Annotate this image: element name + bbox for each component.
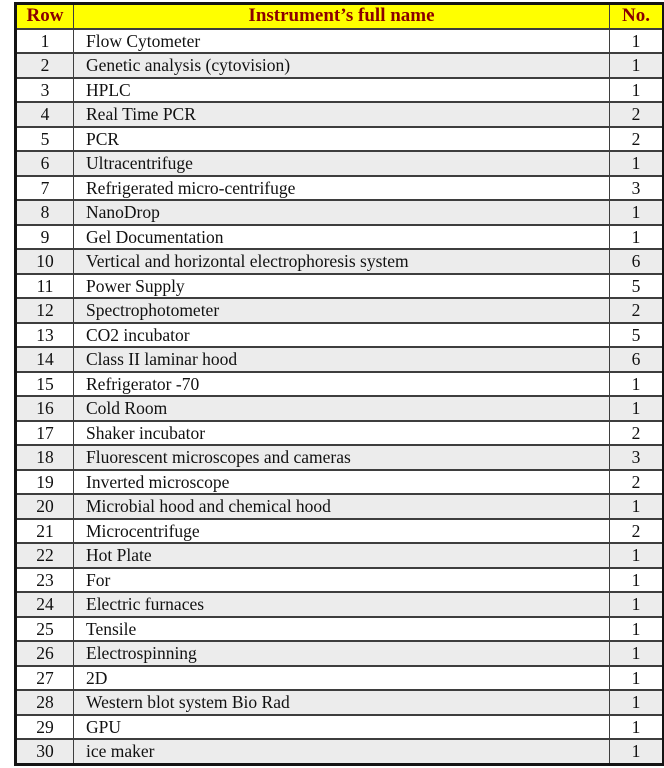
row-number-cell: 12 bbox=[16, 298, 74, 323]
row-number-cell: 17 bbox=[16, 421, 74, 446]
count-cell: 1 bbox=[610, 396, 664, 421]
instrument-name-cell: Tensile bbox=[74, 617, 610, 642]
table-row bbox=[16, 78, 664, 103]
table-row bbox=[16, 421, 664, 446]
instrument-name-cell: ice maker bbox=[74, 739, 610, 765]
header-cell-no: No. bbox=[610, 4, 664, 29]
instrument-table bbox=[14, 2, 664, 766]
count-cell: 2 bbox=[610, 470, 664, 495]
row-number-cell: 1 bbox=[16, 29, 74, 54]
row-number-cell: 11 bbox=[16, 274, 74, 299]
row-number-cell: 14 bbox=[16, 347, 74, 372]
row-number-cell: 29 bbox=[16, 715, 74, 740]
count-cell: 1 bbox=[610, 78, 664, 103]
count-cell: 1 bbox=[610, 53, 664, 78]
instrument-name-cell: PCR bbox=[74, 127, 610, 152]
count-cell: 2 bbox=[610, 519, 664, 544]
count-cell: 1 bbox=[610, 151, 664, 176]
count-cell: 1 bbox=[610, 225, 664, 250]
row-number-cell: 2 bbox=[16, 53, 74, 78]
row-number-cell: 27 bbox=[16, 666, 74, 691]
row-number-cell: 10 bbox=[16, 249, 74, 274]
row-number-cell: 18 bbox=[16, 445, 74, 470]
row-number-cell: 5 bbox=[16, 127, 74, 152]
instrument-name-cell: Real Time PCR bbox=[74, 102, 610, 127]
count-cell: 1 bbox=[610, 617, 664, 642]
table-row bbox=[16, 470, 664, 495]
table-row bbox=[16, 347, 664, 372]
row-number-cell: 28 bbox=[16, 690, 74, 715]
count-cell: 2 bbox=[610, 102, 664, 127]
row-number-cell: 16 bbox=[16, 396, 74, 421]
instrument-name-cell: Microbial hood and chemical hood bbox=[74, 494, 610, 519]
table-row bbox=[16, 445, 664, 470]
row-number-cell: 21 bbox=[16, 519, 74, 544]
instrument-name-cell: For bbox=[74, 568, 610, 593]
instrument-name-cell: Cold Room bbox=[74, 396, 610, 421]
instrument-name-cell: Spectrophotometer bbox=[74, 298, 610, 323]
table-row bbox=[16, 200, 664, 225]
instrument-name-cell: Class II laminar hood bbox=[74, 347, 610, 372]
table-row bbox=[16, 127, 664, 152]
table-row bbox=[16, 617, 664, 642]
row-number-cell: 8 bbox=[16, 200, 74, 225]
instrument-name-cell: HPLC bbox=[74, 78, 610, 103]
instrument-name-cell: Genetic analysis (cytovision) bbox=[74, 53, 610, 78]
instrument-name-cell: Refrigerator -70 bbox=[74, 372, 610, 397]
table-row bbox=[16, 494, 664, 519]
instrument-name-cell: Gel Documentation bbox=[74, 225, 610, 250]
row-number-cell: 23 bbox=[16, 568, 74, 593]
table-row bbox=[16, 690, 664, 715]
table-header bbox=[16, 4, 664, 29]
table-row bbox=[16, 715, 664, 740]
instrument-name-cell: NanoDrop bbox=[74, 200, 610, 225]
count-cell: 1 bbox=[610, 641, 664, 666]
table-row bbox=[16, 396, 664, 421]
row-number-cell: 25 bbox=[16, 617, 74, 642]
table-row bbox=[16, 298, 664, 323]
count-cell: 1 bbox=[610, 29, 664, 54]
instrument-name-cell: Electric furnaces bbox=[74, 592, 610, 617]
row-number-cell: 15 bbox=[16, 372, 74, 397]
instrument-name-cell: Western blot system Bio Rad bbox=[74, 690, 610, 715]
row-number-cell: 13 bbox=[16, 323, 74, 348]
count-cell: 1 bbox=[610, 666, 664, 691]
instrument-name-cell: GPU bbox=[74, 715, 610, 740]
instrument-name-cell: Microcentrifuge bbox=[74, 519, 610, 544]
header-cell-name: Instrument’s full name bbox=[74, 4, 610, 29]
table-row bbox=[16, 29, 664, 54]
count-cell: 5 bbox=[610, 274, 664, 299]
row-number-cell: 30 bbox=[16, 739, 74, 765]
table-row bbox=[16, 568, 664, 593]
instrument-name-cell: Flow Cytometer bbox=[74, 29, 610, 54]
table-body bbox=[16, 29, 664, 765]
table-row bbox=[16, 249, 664, 274]
table-row bbox=[16, 666, 664, 691]
table-row bbox=[16, 739, 664, 765]
instrument-name-cell: Shaker incubator bbox=[74, 421, 610, 446]
row-number-cell: 4 bbox=[16, 102, 74, 127]
row-number-cell: 6 bbox=[16, 151, 74, 176]
count-cell: 1 bbox=[610, 372, 664, 397]
instrument-name-cell: Fluorescent microscopes and cameras bbox=[74, 445, 610, 470]
instrument-name-cell: Ultracentrifuge bbox=[74, 151, 610, 176]
instrument-name-cell: Power Supply bbox=[74, 274, 610, 299]
instrument-name-cell: Inverted microscope bbox=[74, 470, 610, 495]
count-cell: 1 bbox=[610, 592, 664, 617]
row-number-cell: 7 bbox=[16, 176, 74, 201]
count-cell: 5 bbox=[610, 323, 664, 348]
count-cell: 1 bbox=[610, 715, 664, 740]
instrument-name-cell: CO2 incubator bbox=[74, 323, 610, 348]
count-cell: 2 bbox=[610, 298, 664, 323]
row-number-cell: 9 bbox=[16, 225, 74, 250]
table-row bbox=[16, 372, 664, 397]
count-cell: 2 bbox=[610, 127, 664, 152]
table-row bbox=[16, 102, 664, 127]
instrument-name-cell: Refrigerated micro-centrifuge bbox=[74, 176, 610, 201]
count-cell: 1 bbox=[610, 200, 664, 225]
count-cell: 1 bbox=[610, 690, 664, 715]
table-row bbox=[16, 53, 664, 78]
count-cell: 1 bbox=[610, 543, 664, 568]
table-row bbox=[16, 641, 664, 666]
row-number-cell: 19 bbox=[16, 470, 74, 495]
row-number-cell: 26 bbox=[16, 641, 74, 666]
row-number-cell: 22 bbox=[16, 543, 74, 568]
row-number-cell: 3 bbox=[16, 78, 74, 103]
table-row bbox=[16, 519, 664, 544]
table-row bbox=[16, 592, 664, 617]
count-cell: 6 bbox=[610, 249, 664, 274]
instrument-name-cell: Vertical and horizontal electrophoresis system bbox=[74, 249, 610, 274]
table-row bbox=[16, 323, 664, 348]
instrument-name-cell: Hot Plate bbox=[74, 543, 610, 568]
table-row bbox=[16, 151, 664, 176]
count-cell: 1 bbox=[610, 568, 664, 593]
count-cell: 6 bbox=[610, 347, 664, 372]
instrument-name-cell: Electrospinning bbox=[74, 641, 610, 666]
count-cell: 1 bbox=[610, 739, 664, 765]
count-cell: 3 bbox=[610, 445, 664, 470]
count-cell: 1 bbox=[610, 494, 664, 519]
table-row bbox=[16, 274, 664, 299]
table-row bbox=[16, 176, 664, 201]
row-number-cell: 24 bbox=[16, 592, 74, 617]
table-row bbox=[16, 225, 664, 250]
table-row bbox=[16, 543, 664, 568]
count-cell: 2 bbox=[610, 421, 664, 446]
header-row bbox=[16, 4, 664, 29]
header-cell-row: Row bbox=[16, 4, 74, 29]
instrument-name-cell: 2D bbox=[74, 666, 610, 691]
row-number-cell: 20 bbox=[16, 494, 74, 519]
count-cell: 3 bbox=[610, 176, 664, 201]
